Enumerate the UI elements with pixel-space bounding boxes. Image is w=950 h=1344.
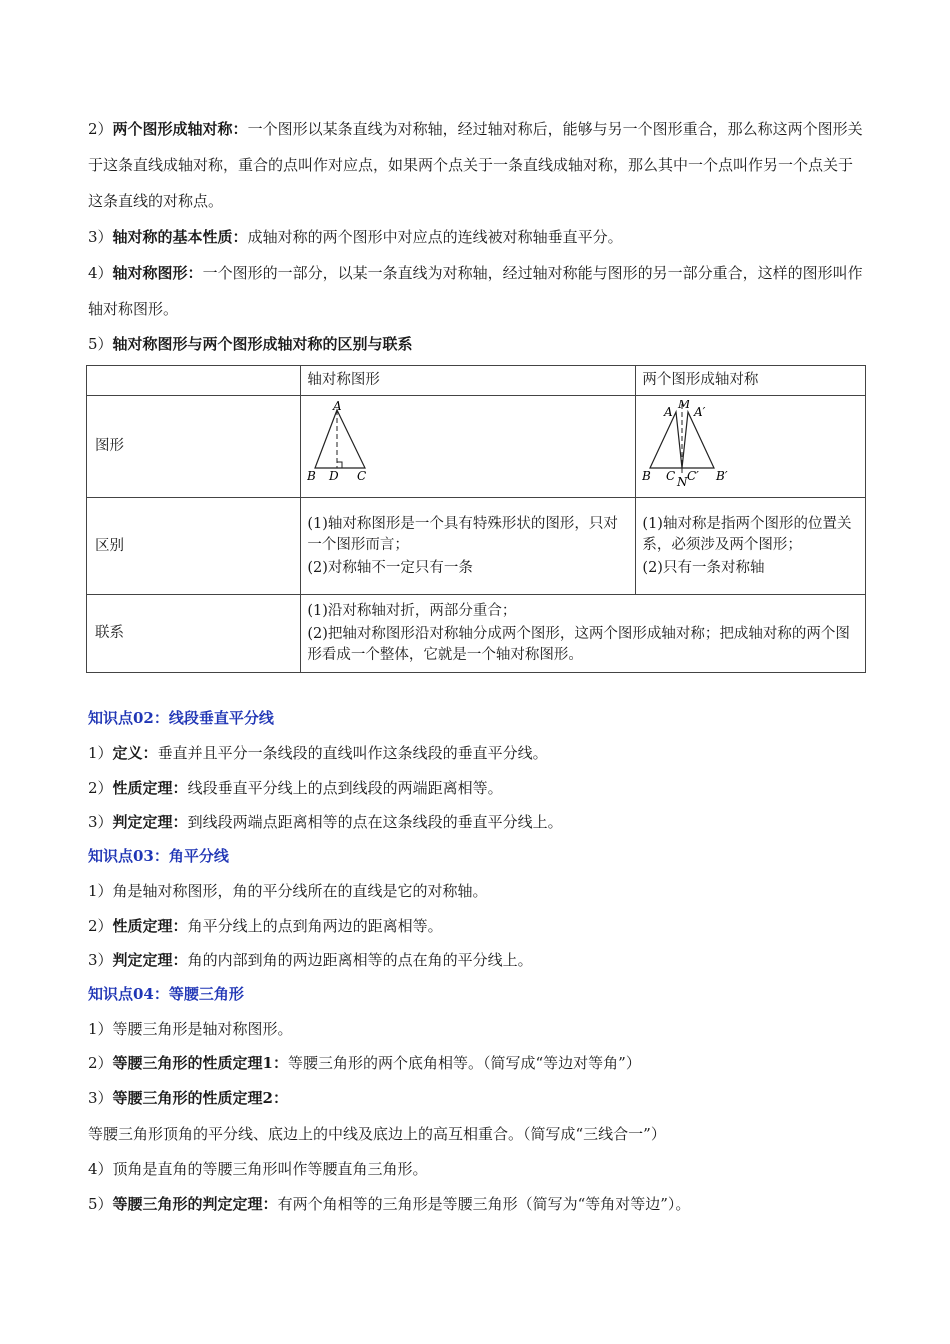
s03-line-2: 2）性质定理：角平分线上的点到角两边的距离相等。 [88,917,443,935]
header-cell-empty [87,366,301,396]
difference-cell-2 [636,498,866,595]
label-N: N [677,475,688,486]
table-header-row [87,366,866,396]
item-text: 一个图形的一部分，以某一条直线为对称轴，经过轴对称能与图形的另一部分重合，这样的图形叫作轴对称图形。 [88,264,863,318]
s02-line-3: 3）判定定理：到线段两端点距离相等的点在这条线段的垂直平分线上。 [88,813,563,831]
item-text: 一个图形以某条直线为对称轴，经过轴对称后，能够与另一个图形重合，那么称这两个图形关于这条直线成轴对称，重合的点叫作对应点，如果两个点关于一条直线成轴对称，那么其中一个点叫作另一个点关于这条直线的对称点。 [88,120,863,210]
label-D: D [329,469,339,483]
difference-2-line-2: (2)只有一条对称轴 [642,559,765,576]
item-term: 轴对称图形与两个图形成轴对称的区别与联系 [112,335,413,353]
connection-line-2: (2)把轴对称图形沿对称轴分成两个图形，这两个图形成轴对称；把成轴对称的两个图形看成一个整体，它就是一个轴对称图形。 [307,626,850,663]
item-5 [88,326,864,362]
s04-line-5: 5）等腰三角形的判定定理：有两个角相等的三角形是等腰三角形（简写为“等角对等边”）。 [88,1195,691,1213]
label-B: B [307,469,317,483]
connection-cell [301,595,866,673]
item-number: 3） [88,228,113,246]
figure-cell-1 [301,396,636,498]
two-triangles-figure [642,400,742,486]
item-4 [88,255,864,327]
item-text: 成轴对称的两个图形中对应点的连线被对称轴垂直平分。 [247,228,623,246]
item-number: 5） [88,335,113,353]
section-title-02: 知识点02：线段垂直平分线 [88,709,274,727]
s04-line-2: 2）等腰三角形的性质定理1：等腰三角形的两个底角相等。（简写成“等边对等角”） [88,1054,641,1072]
isosceles-triangle-figure [307,400,377,486]
label-B: B [642,469,652,483]
item-term: 轴对称的基本性质： [112,228,248,246]
label-A: A [664,405,674,419]
table-row-figure [87,396,866,498]
item-3 [88,219,864,255]
label-M: M [678,400,691,411]
section-title-03: 知识点03：角平分线 [88,847,229,865]
row-label-figure: 图形 [87,396,301,498]
item-number: 2） [88,120,113,138]
label-A-prime: A′ [694,405,706,419]
table-row-connection [87,595,866,673]
s04-line-3: 3）等腰三角形的性质定理2：等腰三角形顶角的平分线、底边上的中线及底边上的高互相重合。（简写成“三线合一”） [88,1089,666,1143]
label-C: C [357,469,367,483]
label-A: A [333,400,342,413]
s03-line-1: 1）角是轴对称图形，角的平分线所在的直线是它的对称轴。 [88,882,488,900]
label-C: C [666,469,676,483]
connection-line-1: (1)沿对称轴对折，两部分重合； [307,603,517,619]
difference-cell-1 [301,498,636,595]
item-term: 轴对称图形： [112,264,203,282]
section-title-04: 知识点04：等腰三角形 [88,985,244,1003]
comparison-table [86,365,866,673]
figure-cell-2 [636,396,866,498]
item-2 [88,111,864,219]
item-number: 4） [88,264,113,282]
item-term: 两个图形成轴对称： [112,120,248,138]
row-label-difference: 区别 [87,498,301,595]
difference-1-line-1: (1)轴对称图形是一个具有特殊形状的图形，只对一个图形而言； [307,515,618,553]
s03-line-3: 3）判定定理：角的内部到角的两边距离相等的点在角的平分线上。 [88,951,533,969]
row-label-connection: 联系 [87,595,301,673]
label-C-prime: C′ [687,469,700,483]
table-row-difference [87,498,866,595]
s04-line-4: 4）顶角是直角的等腰三角形叫作等腰直角三角形。 [88,1160,428,1178]
s02-line-1: 1）定义：垂直并且平分一条线段的直线叫作这条线段的垂直平分线。 [88,744,548,762]
s02-line-2: 2）性质定理：线段垂直平分线上的点到线段的两端距离相等。 [88,779,503,797]
s04-line-1: 1）等腰三角形是轴对称图形。 [88,1020,293,1038]
difference-1-line-2: (2)对称轴不一定只有一条 [307,559,473,576]
label-B-prime: B′ [716,469,728,483]
header-cell-two-figures: 两个图形成轴对称 [636,366,866,396]
header-cell-axis-figure: 轴对称图形 [301,366,636,396]
difference-2-line-1: (1)轴对称是指两个图形的位置关系，必须涉及两个图形； [642,515,852,553]
